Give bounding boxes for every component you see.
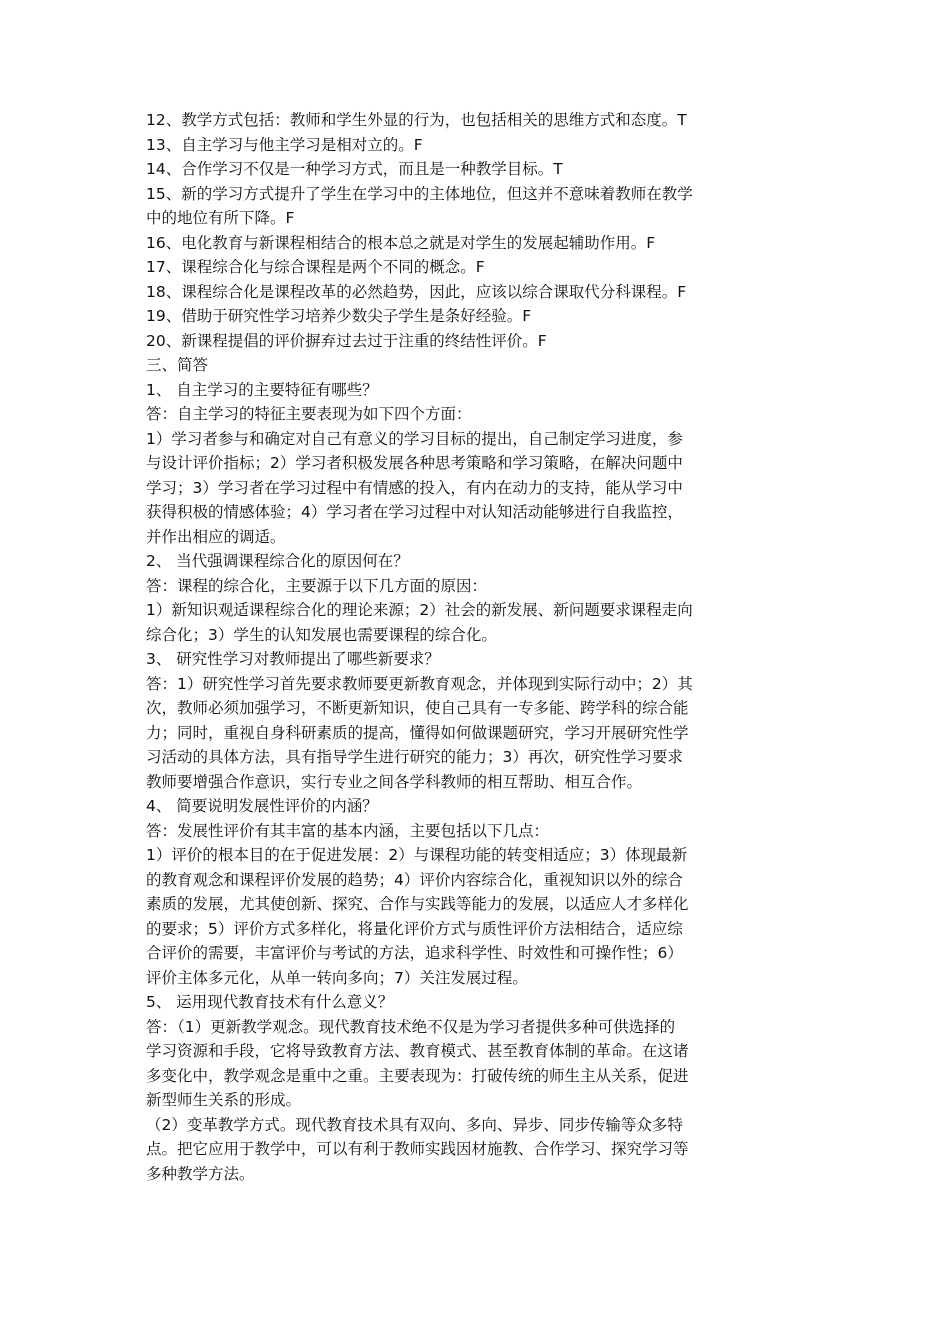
answer-line: 学习资源和手段，它将导致教育方法、教育模式、甚至教育体制的革命。在这诸 — [146, 1042, 689, 1060]
answer-line: 与设计评价指标；2）学习者积极发展各种思考策略和学习策略，在解决问题中 — [146, 454, 683, 472]
answer-line: 1）学习者参与和确定对自己有意义的学习目标的提出，自己制定学习进度，参 — [146, 429, 683, 448]
answer-line: 答：发展性评价有其丰富的基本内涵，主要包括以下几点： — [146, 821, 550, 840]
answer-line: 获得积极的情感体验；4）学习者在学习过程中对认知活动能够进行自我监控， — [146, 503, 683, 521]
answer-line: 的教育观念和课程评价发展的趋势；4）评价内容综合化，重视知识以外的综合 — [146, 870, 683, 889]
tf-item-15: 15、新的学习方式提升了学生在学习中的主体地位，但这并不意味着教师在教学 — [146, 184, 693, 203]
tf-item-20: 20、新课程提倡的评价摒弃过去过于注重的终结性评价。F — [146, 331, 547, 350]
answer-line: 合评价的需要，丰富评价与考试的方法，追求科学性、时效性和可操作性；6） — [146, 944, 683, 962]
answer-line: 答：1）研究性学习首先要求教师要更新教育观念，并体现到实际行动中；2）其 — [146, 674, 693, 693]
answer-line: 评价主体多元化，从单一转向多向；7）关注发展过程。 — [146, 968, 528, 987]
tf-item-13: 13、自主学习与他主学习是相对立的。F — [146, 135, 423, 154]
answer-line: 答：（1）更新教学观念。现代教育技术绝不仅是为学习者提供多种可供选择的 — [146, 1017, 676, 1036]
tf-item-18: 18、课程综合化是课程改革的必然趋势，因此，应该以综合课取代分科课程。F — [146, 282, 687, 301]
answer-line: 多变化中，教学观念是重中之重。主要表现为：打破传统的师生主从关系，促进 — [146, 1066, 689, 1085]
answer-line: 点。把它应用于教学中，可以有利于教师实践因材施教、合作学习、探究学习等 — [146, 1140, 689, 1158]
true-false-list — [146, 108, 811, 353]
answer-line: 答：课程的综合化，主要源于以下几方面的原因： — [146, 576, 488, 595]
qa-2 — [146, 549, 811, 647]
answer-line: 素质的发展，尤其使创新、探究、合作与实践等能力的发展，以适应人才多样化 — [146, 895, 689, 913]
section-title: 三、简答 — [146, 356, 209, 374]
answer-line: 学习；3）学习者在学习过程中有情感的投入，有内在动力的支持，能从学习中 — [146, 478, 683, 497]
tf-item-19: 19、借助于研究性学习培养少数尖子学生是条好经验。F — [146, 307, 532, 325]
tf-item-16: 16、电化教育与新课程相结合的根本总之就是对学生的发展起辅助作用。F — [146, 233, 656, 252]
answer-line: 次，教师必须加强学习，不断更新知识，使自己具有一专多能、跨学科的综合能 — [146, 699, 689, 717]
question-5: 5、 运用现代教育技术有什么意义？ — [146, 993, 394, 1011]
answer-line: 力；同时，重视自身科研素质的提高，懂得如何做课题研究，学习开展研究性学 — [146, 723, 689, 742]
tf-item-15-cont: 中的地位有所下降。F — [146, 209, 295, 227]
answer-line: 新型师生关系的形成。 — [146, 1091, 302, 1109]
qa-5 — [146, 990, 811, 1186]
tf-item-12: 12、教学方式包括：教师和学生外显的行为，也包括相关的思维方式和态度。T — [146, 111, 687, 129]
answer-line: 并作出相应的调适。 — [146, 527, 286, 546]
question-1: 1、 自主学习的主要特征有哪些？ — [146, 380, 378, 399]
answer-line: 1）评价的根本目的在于促进发展：2）与课程功能的转变相适应；3）体现最新 — [146, 846, 688, 864]
answer-line: 习活动的具体方法，具有指导学生进行研究的能力；3）再次，研究性学习要求 — [146, 748, 683, 766]
tf-item-14: 14、合作学习不仅是一种学习方式，而且是一种教学目标。T — [146, 160, 563, 178]
tf-item-17: 17、课程综合化与综合课程是两个不同的概念。F — [146, 258, 485, 276]
answer-line: 教师要增强合作意识，实行专业之间各学科教师的相互帮助、相互合作。 — [146, 772, 643, 791]
answer-line: 1）新知识观适课程综合化的理论来源；2）社会的新发展、新问题要求课程走向 — [146, 601, 693, 619]
question-4: 4、 简要说明发展性评价的内涵？ — [146, 797, 378, 815]
answer-line: 综合化；3）学生的认知发展也需要课程的综合化。 — [146, 625, 497, 644]
answer-line: 答：自主学习的特征主要表现为如下四个方面： — [146, 405, 472, 423]
document-page — [146, 108, 811, 1186]
qa-4 — [146, 794, 811, 990]
qa-1 — [146, 378, 811, 550]
qa-3 — [146, 647, 811, 794]
answer-line: （2）变革教学方式。现代教育技术具有双向、多向、异步、同步传输等众多特 — [146, 1115, 683, 1134]
answer-line: 的要求；5）评价方式多样化，将量化评价方式与质性评价方法相结合，适应综 — [146, 919, 683, 938]
answer-line: 多种教学方法。 — [146, 1164, 255, 1183]
question-3: 3、 研究性学习对教师提出了哪些新要求？ — [146, 650, 440, 668]
question-2: 2、 当代强调课程综合化的原因何在？ — [146, 552, 409, 570]
